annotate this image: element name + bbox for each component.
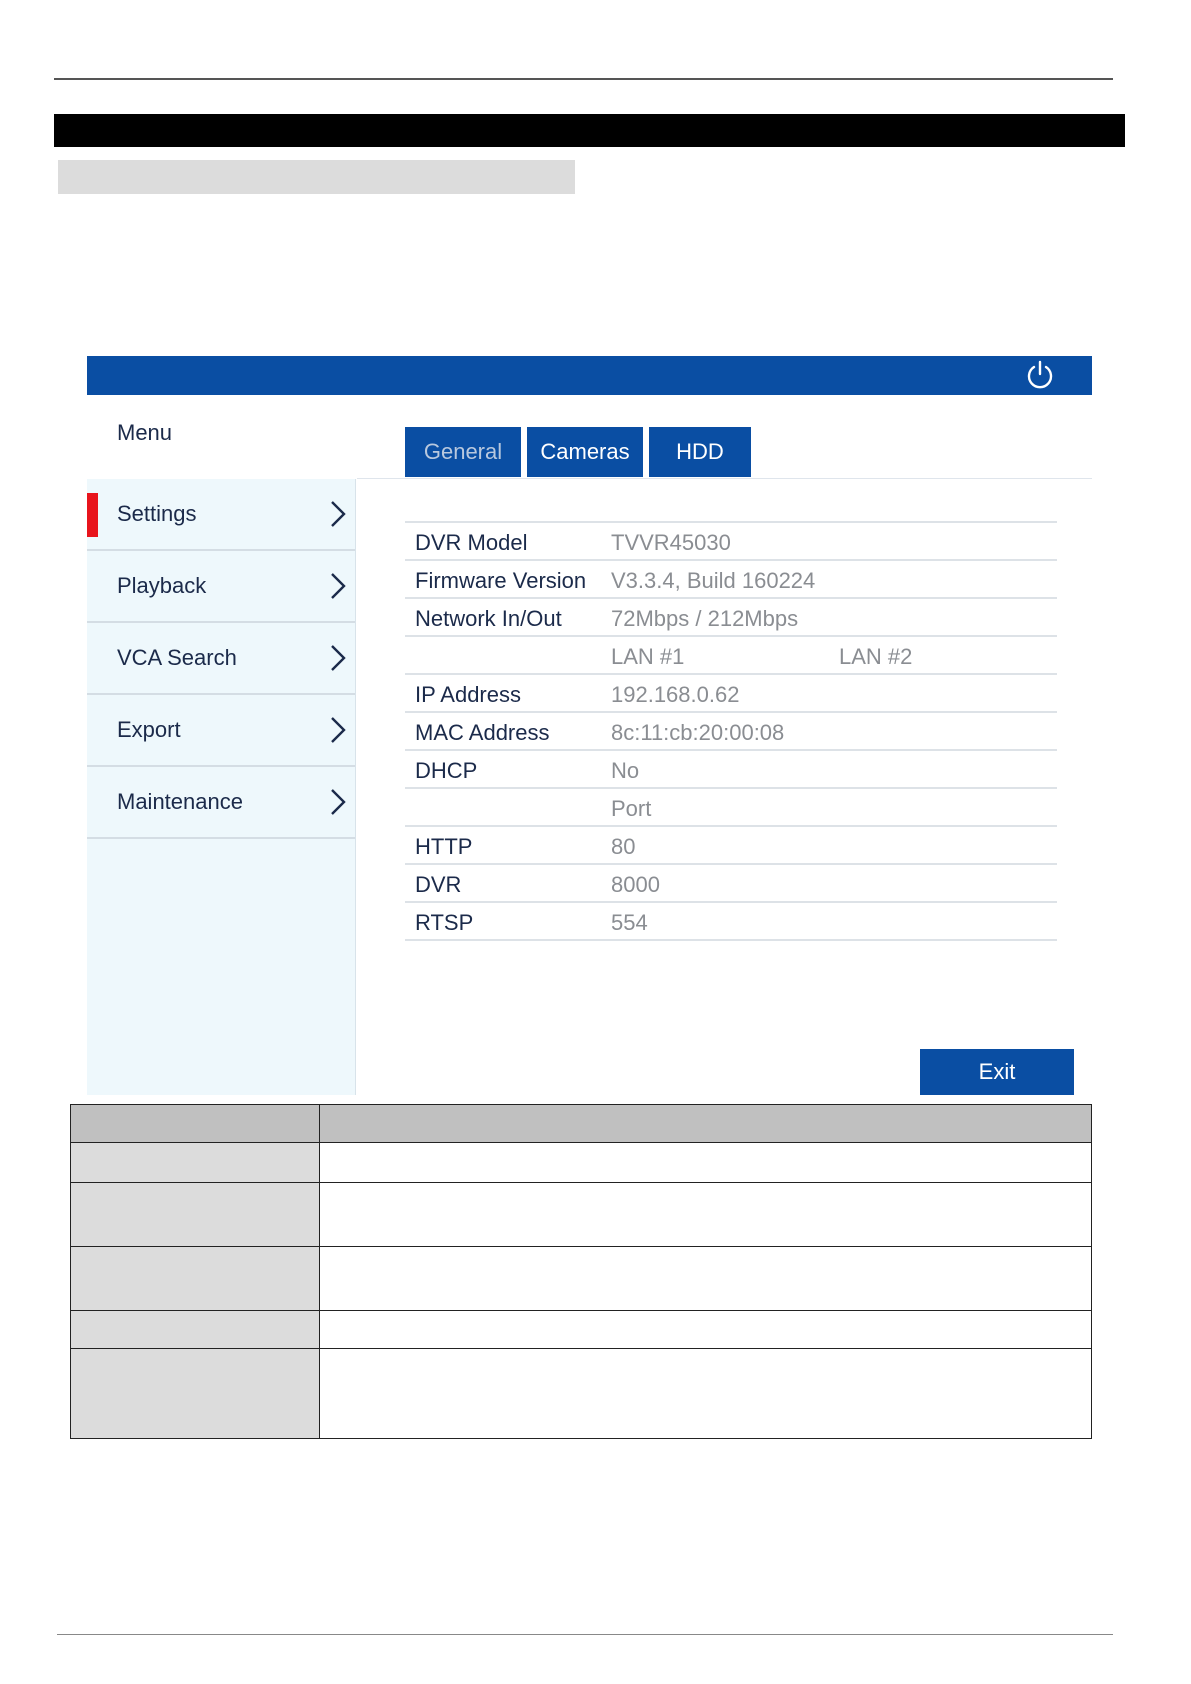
table-cell xyxy=(320,1183,1092,1247)
info-key: DHCP xyxy=(415,758,478,783)
tab-hdd[interactable]: HDD xyxy=(649,427,751,477)
table-cell xyxy=(71,1143,320,1183)
sidebar-item-export[interactable] xyxy=(87,695,355,767)
table-cell xyxy=(71,1247,320,1311)
table-cell xyxy=(71,1183,320,1247)
subsection-header-bar xyxy=(58,160,575,194)
info-value: V3.3.4, Build 160224 xyxy=(611,568,816,593)
info-value: 80 xyxy=(611,834,636,859)
sidebar xyxy=(87,479,356,1095)
power-icon[interactable] xyxy=(1024,359,1056,391)
info-row-lan-header xyxy=(405,635,1057,673)
info-value: 8000 xyxy=(611,872,660,897)
info-row xyxy=(405,711,1057,749)
port-header: Port xyxy=(611,796,652,821)
info-value: No xyxy=(611,758,640,783)
info-row xyxy=(405,597,1057,635)
tab-divider xyxy=(357,478,1092,479)
chevron-right-icon xyxy=(329,787,347,817)
info-value: 72Mbps / 212Mbps xyxy=(611,606,799,631)
table-cell xyxy=(71,1105,320,1143)
table-cell xyxy=(320,1349,1092,1439)
info-key: DVR xyxy=(415,872,462,897)
table-cell xyxy=(71,1311,320,1349)
table-cell xyxy=(320,1143,1092,1183)
menu-title: Menu xyxy=(117,420,173,445)
info-row xyxy=(405,673,1057,711)
info-row xyxy=(405,825,1057,863)
info-key: RTSP xyxy=(415,910,474,935)
description-table xyxy=(70,1104,1092,1439)
sidebar-item-label: Maintenance xyxy=(117,789,243,814)
info-key: Network In/Out xyxy=(415,606,562,631)
info-key: Firmware Version xyxy=(415,568,587,593)
table-row xyxy=(71,1247,1092,1311)
info-row xyxy=(405,521,1057,559)
dvr-window xyxy=(87,356,1092,1095)
sidebar-item-label: Playback xyxy=(117,573,207,598)
exit-button[interactable]: Exit xyxy=(920,1049,1074,1095)
table-cell xyxy=(71,1349,320,1439)
lan-1-header: LAN #1 xyxy=(611,644,685,669)
bottom-rule xyxy=(57,1634,1113,1635)
info-value: 8c:11:cb:20:00:08 xyxy=(611,720,785,745)
table-row xyxy=(71,1311,1092,1349)
info-key: MAC Address xyxy=(415,720,550,745)
info-row-port-header xyxy=(405,787,1057,825)
info-row xyxy=(405,749,1057,787)
sidebar-item-settings[interactable] xyxy=(87,479,355,551)
selected-marker xyxy=(87,493,98,537)
info-value: 554 xyxy=(611,910,648,935)
table-cell xyxy=(320,1311,1092,1349)
table-cell xyxy=(320,1105,1092,1143)
info-row xyxy=(405,559,1057,597)
chevron-right-icon xyxy=(329,643,347,673)
info-row xyxy=(405,863,1057,901)
title-bar xyxy=(87,356,1092,395)
info-key: DVR Model xyxy=(415,530,528,555)
table-cell xyxy=(320,1247,1092,1311)
sidebar-item-label: Export xyxy=(117,717,181,742)
info-value: 192.168.0.62 xyxy=(611,682,740,707)
info-row xyxy=(405,901,1057,941)
table-row xyxy=(71,1183,1092,1247)
tab-cameras[interactable]: Cameras xyxy=(527,427,643,477)
section-header-bar xyxy=(54,114,1125,147)
table-row xyxy=(71,1143,1092,1183)
sidebar-item-label: Settings xyxy=(117,501,197,526)
sidebar-item-vca-search[interactable] xyxy=(87,623,355,695)
top-rule xyxy=(54,78,1113,80)
info-key: IP Address xyxy=(415,682,521,707)
table-row xyxy=(71,1349,1092,1439)
sidebar-item-playback[interactable] xyxy=(87,551,355,623)
system-info-table xyxy=(405,521,1057,941)
sidebar-item-maintenance[interactable] xyxy=(87,767,355,839)
info-key: HTTP xyxy=(415,834,473,859)
sidebar-item-label: VCA Search xyxy=(117,645,237,670)
chevron-right-icon xyxy=(329,499,347,529)
tab-general[interactable]: General xyxy=(405,427,521,477)
chevron-right-icon xyxy=(329,715,347,745)
info-value: TVVR45030 xyxy=(611,530,731,555)
table-header-row xyxy=(71,1105,1092,1143)
lan-2-header: LAN #2 xyxy=(839,644,913,669)
chevron-right-icon xyxy=(329,571,347,601)
